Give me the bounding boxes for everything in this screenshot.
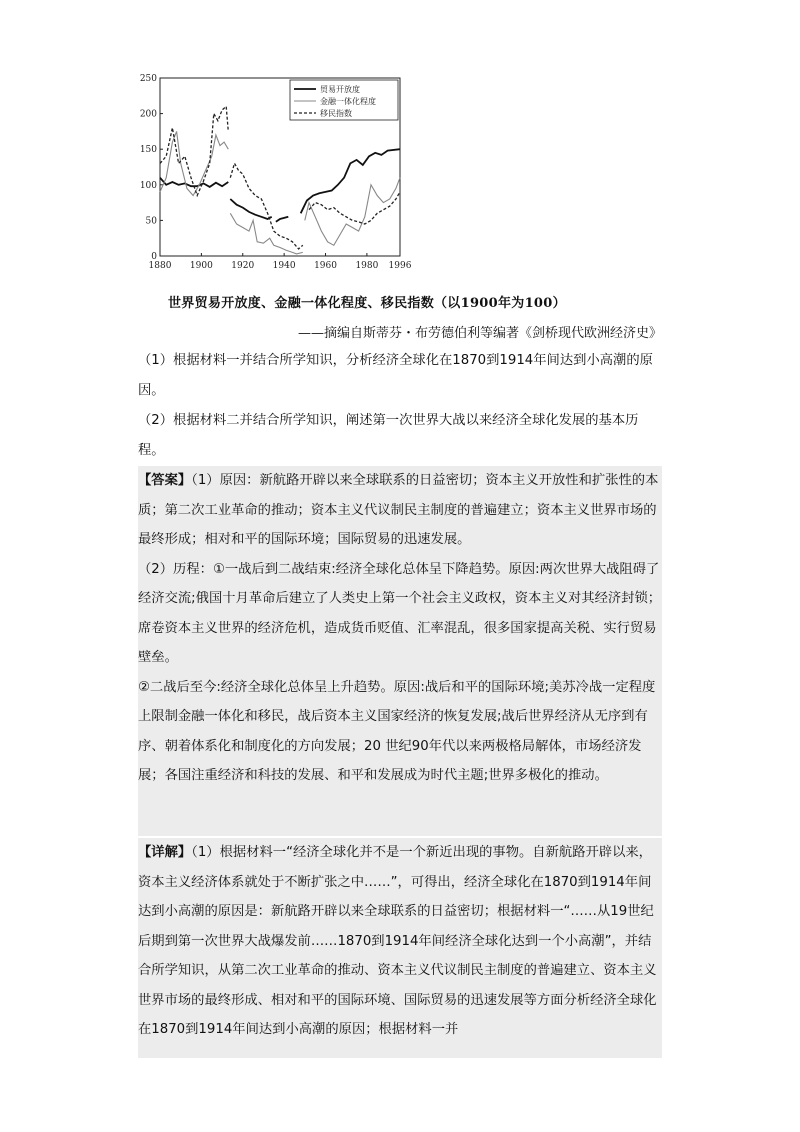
legend-label-2: 金融一体化程度	[320, 97, 376, 106]
x-tick-label: 1960	[314, 261, 337, 271]
series-line-3	[309, 192, 400, 224]
answer-part-1: （1）原因：新航路开辟以来全球联系的日益密切；资本主义开放性和扩张性的本质；第二次工业革命的推动；资本主义代议制民主制度的普遍建立；资本主义世界市场的最终形成；相对和平的国际环境；国际贸易的迅速发展。	[138, 473, 659, 547]
line-chart	[138, 70, 418, 285]
series-line-2	[305, 178, 400, 246]
y-tick-label: 150	[139, 145, 157, 156]
answer-tag: 【答案】	[138, 473, 192, 488]
series-line-1	[301, 149, 400, 213]
series-line-1	[276, 217, 288, 222]
chart-source: ——摘编自斯蒂芬・布劳德伯利等编著《剑桥现代欧洲经济史》	[297, 326, 662, 341]
y-tick-label: 50	[145, 216, 157, 227]
y-tick-label: 250	[139, 74, 157, 84]
question-1: （1）根据材料一并结合所学知识，分析经济全球化在1870到1914年间达到小高潮的原因。	[138, 353, 653, 398]
legend-label-1: 贸易开放度	[320, 85, 360, 94]
x-tick-label: 1880	[148, 261, 172, 271]
x-tick-label: 1996	[388, 261, 412, 271]
series-line-1	[160, 178, 228, 187]
x-tick-label: 1940	[272, 261, 296, 271]
question-2: （2）根据材料二并结合所学知识，阐述第一次世界大战以来经济全球化发展的基本历程。	[138, 413, 639, 458]
answer-paragraph-2: （2）历程：①一战后到二战结束:经济全球化总体呈下降趋势。原因:两次世界大战阻碍了经济交流;俄国十月革命后建立了人类史上第一个社会主义政权，资本主义对其经济封锁；席卷资本主义世界的经济危机，造成货币贬值、汇率混乱，很多国家提高关税、实行贸易壁垒。	[138, 561, 662, 665]
detail-paragraph-1	[138, 838, 662, 1045]
legend-label-3: 移民指数	[320, 109, 352, 118]
y-tick-label: 100	[139, 180, 157, 191]
chart-caption: 世界贸易开放度、金融一体化程度、移民指数（以1900年为100）	[168, 296, 566, 311]
chart	[138, 70, 418, 285]
answer-paragraph-1	[138, 466, 662, 555]
x-tick-label: 1900	[189, 261, 213, 271]
answer-text	[138, 466, 662, 791]
y-tick-label: 0	[151, 252, 157, 262]
x-tick-label: 1920	[231, 261, 255, 271]
y-tick-label: 200	[139, 109, 157, 120]
detail-text	[138, 838, 662, 1045]
answer-paragraph-3: ②二战后至今:经济全球化总体呈上升趋势。原因:战后和平的国际环境;美苏冷战一定程度上限制金融一体化和移民，战后资本主义国家经济的恢复发展;战后世界经济从无序到有序、朝着体系化和制度化的方向发展；20 世纪90年代以来两极格局解体，市场经济发展；各国注重经济和科技的发展、和平和发展成为时代主题;世界多极化的推动。	[138, 679, 656, 783]
detail-part-1: （1）根据材料一“经济全球化并不是一个新近出现的事物。自新航路开辟以来，资本主义经济体系就处于不断扩张之中……”，可得出，经济全球化在1870到1914年间达到小高潮的原因是：新航路开辟以来全球联系的日益密切；根据材料一“……从19世纪后期到第一次世界大战爆发前……1870到1914年间经济全球化达到一个小高潮”，并结合所学知识，从第二次工业革命的推动、资本主义代议制民主制度的普遍建立、资本主义世界市场的最终形成、相对和平的国际环境、国际贸易的迅速发展等方面分析经济全球化在1870到1914年间达到小高潮的原因；根据材料一并	[138, 845, 657, 1037]
detail-tag: 【详解】	[138, 845, 192, 860]
x-tick-label: 1980	[355, 261, 379, 271]
